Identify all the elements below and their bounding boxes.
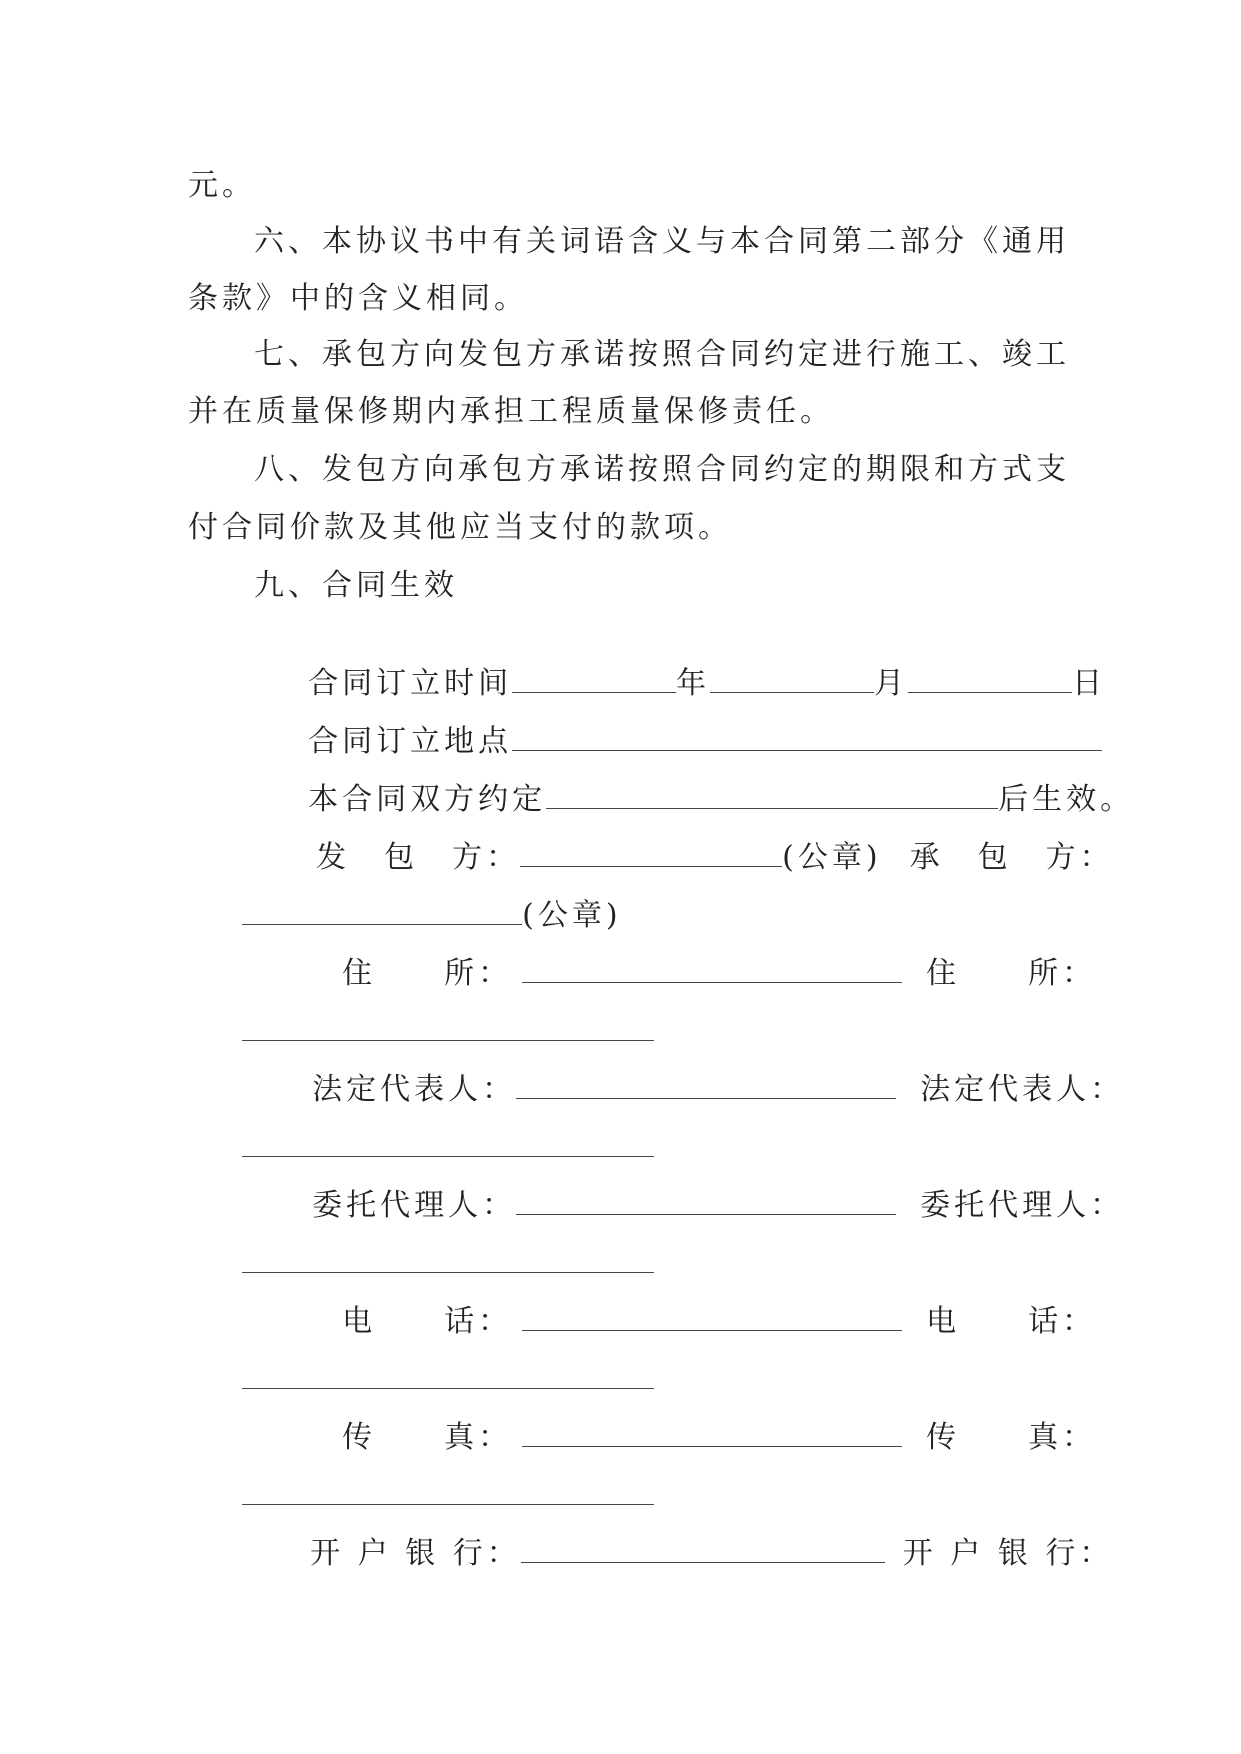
contractor-bank-label: 开 户 银 行： — [902, 1536, 1114, 1571]
employer-bank-label: 开 户 银 行： — [310, 1536, 521, 1571]
employer-address-label: 住 所： — [342, 956, 513, 991]
signing-time-label: 合同订立时间 — [308, 666, 513, 701]
contractor-address-label: 住 所： — [926, 956, 1097, 991]
employer-phone-label: 电 话： — [342, 1304, 513, 1339]
signing-place-label: 合同订立地点 — [308, 724, 513, 759]
contractor-legal-rep-label: 法定代表人： — [920, 1072, 1125, 1107]
month-label: 月 — [874, 666, 909, 701]
employer-label: 发 包 方： — [316, 840, 521, 875]
clause-7-line-2: 并在质量保修期内承担工程质量保修责任。 — [188, 394, 834, 429]
day-label: 日 — [1072, 666, 1107, 701]
clause-6-line-2: 条款》中的含义相同。 — [188, 281, 528, 316]
employer-seal: (公章) — [782, 840, 882, 875]
clause-9-heading: 九、合同生效 — [254, 568, 458, 603]
paragraph-fragment: 元。 — [188, 168, 256, 203]
employer-agent-label: 委托代理人： — [312, 1188, 517, 1223]
contractor-agent-label: 委托代理人： — [920, 1188, 1125, 1223]
clause-7-line-1: 七、承包方向发包方承诺按照合同约定进行施工、竣工 — [254, 337, 1070, 372]
clause-6-line-1: 六、本协议书中有关词语含义与本合同第二部分《通用 — [254, 224, 1070, 259]
bank-row — [256, 1494, 1113, 1614]
contractor-seal: (公章) — [522, 898, 622, 933]
employer-legal-rep-label: 法定代表人： — [312, 1072, 517, 1107]
contractor-label: 承 包 方： — [909, 840, 1114, 875]
clause-8-line-2: 付合同价款及其他应当支付的款项。 — [188, 510, 732, 545]
effective-condition-label: 本合同双方约定 — [308, 782, 547, 817]
year-label: 年 — [676, 666, 711, 701]
clause-8-line-1: 八、发包方向承包方承诺按照合同约定的期限和方式支 — [254, 452, 1070, 487]
employer-fax-label: 传 真： — [342, 1420, 513, 1455]
contractor-fax-label: 传 真： — [926, 1420, 1097, 1455]
contractor-phone-label: 电 话： — [926, 1304, 1097, 1339]
effective-condition-suffix: 后生效。 — [998, 782, 1135, 817]
employer-bank-blank[interactable] — [521, 1536, 885, 1563]
